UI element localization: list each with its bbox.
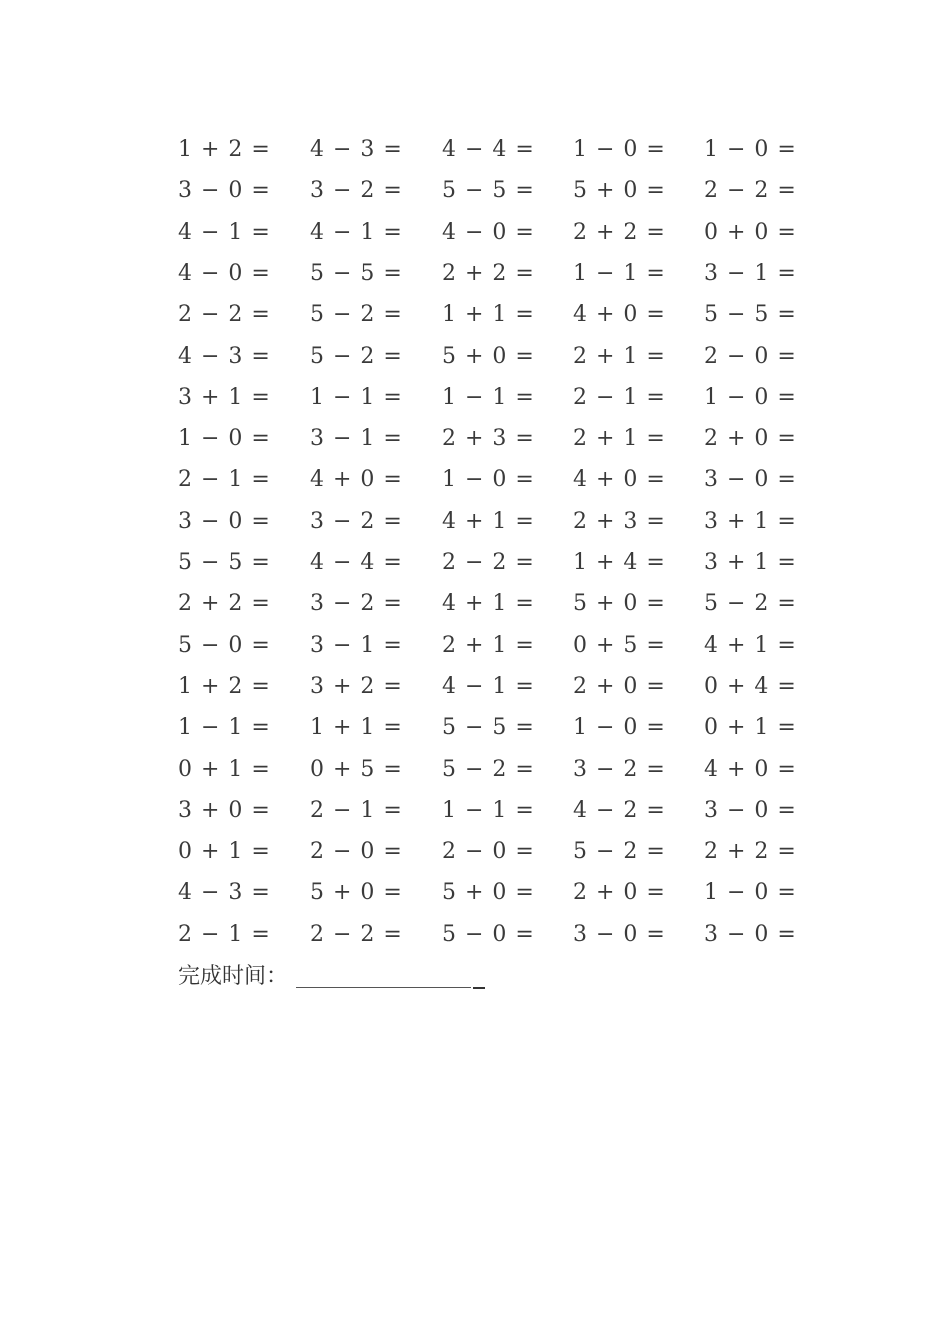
problem-r13-c1: 5 − 0 = [178, 633, 271, 658]
problem-r3-c4: 2 + 2 = [573, 220, 666, 245]
problem-r11-c3: 2 − 2 = [442, 550, 535, 575]
problem-r17-c1: 3 + 0 = [178, 798, 271, 823]
problem-r15-c1: 1 − 1 = [178, 715, 271, 740]
problem-r4-c4: 1 − 1 = [573, 261, 666, 286]
problem-r8-c4: 2 + 1 = [573, 426, 666, 451]
problem-r11-c5: 3 + 1 = [704, 550, 797, 575]
problem-r15-c2: 1 + 1 = [310, 715, 403, 740]
problem-r2-c3: 5 − 5 = [442, 178, 535, 203]
problem-r15-c5: 0 + 1 = [704, 715, 797, 740]
problem-r20-c3: 5 − 0 = [442, 922, 535, 947]
problem-r3-c5: 0 + 0 = [704, 220, 797, 245]
problem-r4-c5: 3 − 1 = [704, 261, 797, 286]
problem-r2-c1: 3 − 0 = [178, 178, 271, 203]
completion-time [178, 962, 485, 992]
problem-r9-c3: 1 − 0 = [442, 467, 535, 492]
problem-r8-c1: 1 − 0 = [178, 426, 271, 451]
problem-r14-c2: 3 + 2 = [310, 674, 403, 699]
problem-r9-c2: 4 + 0 = [310, 467, 403, 492]
problem-r17-c2: 2 − 1 = [310, 798, 403, 823]
problem-r12-c4: 5 + 0 = [573, 591, 666, 616]
problem-r10-c3: 4 + 1 = [442, 509, 535, 534]
problem-r1-c3: 4 − 4 = [442, 137, 535, 162]
problem-r17-c3: 1 − 1 = [442, 798, 535, 823]
problem-r15-c4: 1 − 0 = [573, 715, 666, 740]
problem-r7-c2: 1 − 1 = [310, 385, 403, 410]
problem-r2-c2: 3 − 2 = [310, 178, 403, 203]
problem-r7-c4: 2 − 1 = [573, 385, 666, 410]
problem-r17-c4: 4 − 2 = [573, 798, 666, 823]
problem-r16-c4: 3 − 2 = [573, 757, 666, 782]
problem-r7-c5: 1 − 0 = [704, 385, 797, 410]
problem-r10-c5: 3 + 1 = [704, 509, 797, 534]
problem-r18-c1: 0 + 1 = [178, 839, 271, 864]
problem-r12-c2: 3 − 2 = [310, 591, 403, 616]
problem-r19-c5: 1 − 0 = [704, 880, 797, 905]
problem-r19-c4: 2 + 0 = [573, 880, 666, 905]
problem-r2-c5: 2 − 2 = [704, 178, 797, 203]
problem-r3-c3: 4 − 0 = [442, 220, 535, 245]
problem-r11-c2: 4 − 4 = [310, 550, 403, 575]
problem-r6-c1: 4 − 3 = [178, 344, 271, 369]
problem-r6-c5: 2 − 0 = [704, 344, 797, 369]
problem-r6-c3: 5 + 0 = [442, 344, 535, 369]
problem-r4-c3: 2 + 2 = [442, 261, 535, 286]
problem-r16-c3: 5 − 2 = [442, 757, 535, 782]
problem-r5-c1: 2 − 2 = [178, 302, 271, 327]
problem-r1-c4: 1 − 0 = [573, 137, 666, 162]
problem-r16-c2: 0 + 5 = [310, 757, 403, 782]
problem-r13-c5: 4 + 1 = [704, 633, 797, 658]
problem-r17-c5: 3 − 0 = [704, 798, 797, 823]
problem-r12-c1: 2 + 2 = [178, 591, 271, 616]
problem-r5-c3: 1 + 1 = [442, 302, 535, 327]
problem-r15-c3: 5 − 5 = [442, 715, 535, 740]
problem-r1-c1: 1 + 2 = [178, 137, 271, 162]
problem-r14-c4: 2 + 0 = [573, 674, 666, 699]
problem-r19-c2: 5 + 0 = [310, 880, 403, 905]
problem-r9-c4: 4 + 0 = [573, 467, 666, 492]
problem-r6-c4: 2 + 1 = [573, 344, 666, 369]
completion-time-label: 完成时间： [178, 964, 289, 989]
problem-r14-c5: 0 + 4 = [704, 674, 797, 699]
problem-r19-c1: 4 − 3 = [178, 880, 271, 905]
problem-r16-c5: 4 + 0 = [704, 757, 797, 782]
problem-r2-c4: 5 + 0 = [573, 178, 666, 203]
problem-r10-c4: 2 + 3 = [573, 509, 666, 534]
problem-r13-c3: 2 + 1 = [442, 633, 535, 658]
problem-r14-c3: 4 − 1 = [442, 674, 535, 699]
problem-r13-c2: 3 − 1 = [310, 633, 403, 658]
problem-r11-c4: 1 + 4 = [573, 550, 666, 575]
problem-r20-c4: 3 − 0 = [573, 922, 666, 947]
problem-r9-c5: 3 − 0 = [704, 467, 797, 492]
problem-r13-c4: 0 + 5 = [573, 633, 666, 658]
problem-r20-c5: 3 − 0 = [704, 922, 797, 947]
problem-r6-c2: 5 − 2 = [310, 344, 403, 369]
problem-r19-c3: 5 + 0 = [442, 880, 535, 905]
problem-r14-c1: 1 + 2 = [178, 674, 271, 699]
problem-r20-c2: 2 − 2 = [310, 922, 403, 947]
problem-r4-c2: 5 − 5 = [310, 261, 403, 286]
problem-r18-c5: 2 + 2 = [704, 839, 797, 864]
problem-r3-c2: 4 − 1 = [310, 220, 403, 245]
problem-r3-c1: 4 − 1 = [178, 220, 271, 245]
problem-r8-c2: 3 − 1 = [310, 426, 403, 451]
problem-r12-c3: 4 + 1 = [442, 591, 535, 616]
problem-r18-c2: 2 − 0 = [310, 839, 403, 864]
problem-r20-c1: 2 − 1 = [178, 922, 271, 947]
problem-r12-c5: 5 − 2 = [704, 591, 797, 616]
problem-r5-c2: 5 − 2 = [310, 302, 403, 327]
problem-r7-c3: 1 − 1 = [442, 385, 535, 410]
problem-r5-c5: 5 − 5 = [704, 302, 797, 327]
problem-r4-c1: 4 − 0 = [178, 261, 271, 286]
problem-r16-c1: 0 + 1 = [178, 757, 271, 782]
problem-r9-c1: 2 − 1 = [178, 467, 271, 492]
problem-r18-c4: 5 − 2 = [573, 839, 666, 864]
problem-r8-c5: 2 + 0 = [704, 426, 797, 451]
problem-r8-c3: 2 + 3 = [442, 426, 535, 451]
problem-r7-c1: 3 + 1 = [178, 385, 271, 410]
problem-r1-c5: 1 − 0 = [704, 137, 797, 162]
problem-r10-c1: 3 − 0 = [178, 509, 271, 534]
problem-r11-c1: 5 − 5 = [178, 550, 271, 575]
problem-r1-c2: 4 − 3 = [310, 137, 403, 162]
blank-underscore [473, 987, 485, 989]
completion-time-blank[interactable] [296, 986, 471, 988]
problem-r18-c3: 2 − 0 = [442, 839, 535, 864]
problem-r10-c2: 3 − 2 = [310, 509, 403, 534]
problem-r5-c4: 4 + 0 = [573, 302, 666, 327]
